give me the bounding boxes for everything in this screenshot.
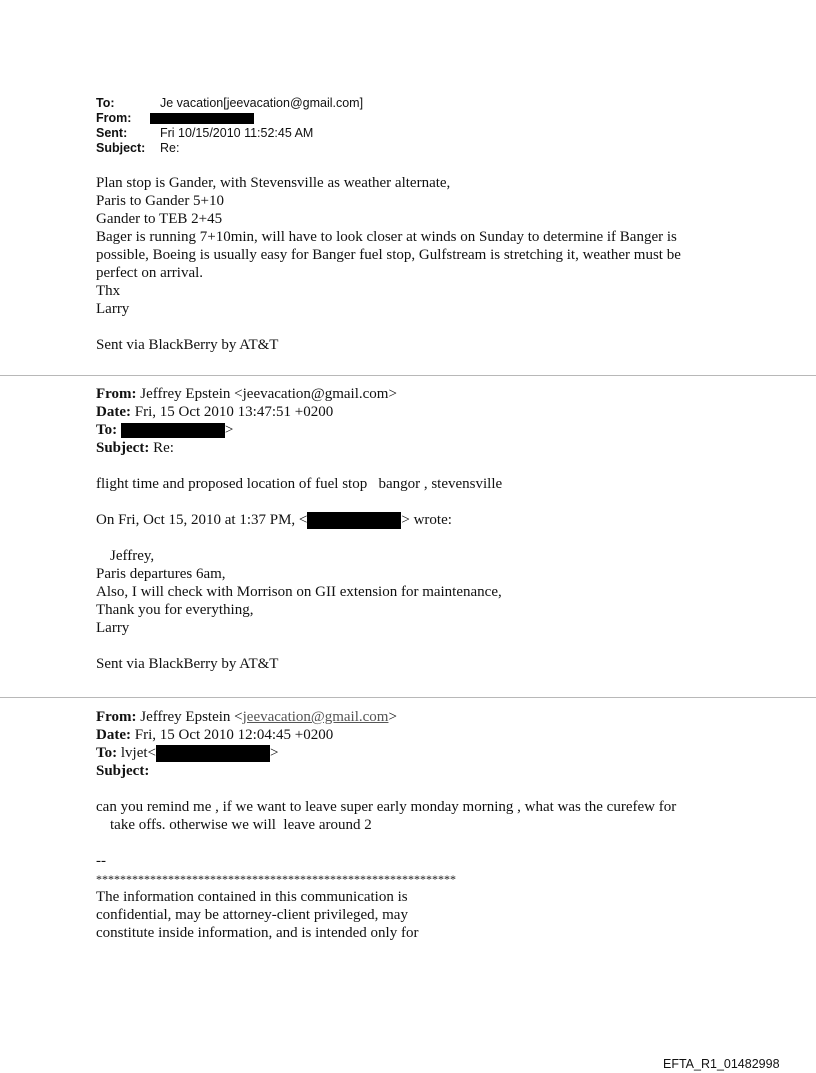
to-suffix: > bbox=[224, 422, 234, 438]
disclaimer-line: The information contained in this communication is bbox=[96, 889, 408, 906]
signature: Sent via BlackBerry by AT&T bbox=[96, 337, 279, 353]
star-separator: ************************************************************ bbox=[96, 872, 456, 887]
body-line: perfect on arrival. bbox=[96, 265, 204, 281]
sent-label: Sent: bbox=[96, 126, 128, 140]
subject-label: Subject: bbox=[96, 141, 146, 155]
to-label: To: bbox=[96, 422, 118, 438]
redaction-bar bbox=[150, 113, 254, 124]
body-line: flight time and proposed location of fuel stop bangor , stevensville bbox=[96, 476, 503, 492]
header-sent-row bbox=[96, 126, 696, 141]
from-label: From: bbox=[96, 111, 132, 125]
quoted-line: Paris departures 6am, bbox=[96, 566, 226, 583]
body-line: Gander to TEB 2+45 bbox=[96, 211, 223, 227]
date-row bbox=[96, 726, 736, 744]
disclaimer-line: constitute inside information, and is intended only for bbox=[96, 925, 419, 942]
from-label: From: bbox=[96, 709, 137, 725]
date-value: Fri, 15 Oct 2010 12:04:45 +0200 bbox=[130, 727, 334, 743]
to-label: To: bbox=[96, 745, 118, 761]
header-from-row bbox=[96, 111, 696, 126]
subject-value: Re: bbox=[160, 141, 180, 155]
from-label: From: bbox=[96, 386, 137, 402]
subject-row bbox=[96, 439, 736, 457]
message1-body bbox=[96, 174, 736, 354]
body-line: can you remind me , if we want to leave super early monday morning , what was the curefew for bbox=[96, 799, 677, 816]
quote-prefix: On Fri, Oct 15, 2010 at 1:37 PM, < bbox=[96, 512, 308, 528]
body-line: possible, Boeing is usually easy for Banger fuel stop, Gulfstream is stretching it, weather must be bbox=[96, 247, 681, 263]
date-label: Date: bbox=[96, 404, 131, 420]
email-header bbox=[96, 96, 696, 156]
from-value: Jeffrey Epstein <jeevacation@gmail.com> bbox=[136, 386, 397, 402]
quoted-line: Also, I will check with Morrison on GII extension for maintenance, bbox=[96, 584, 502, 601]
to-value: Je vacation[jeevacation@gmail.com] bbox=[160, 96, 364, 110]
body-line: Paris to Gander 5+10 bbox=[96, 193, 225, 209]
body-line: Plan stop is Gander, with Stevensville as weather alternate, bbox=[96, 175, 451, 191]
date-label: Date: bbox=[96, 727, 131, 743]
to-label: To: bbox=[96, 96, 115, 110]
quoted-line: Jeffrey, bbox=[110, 548, 155, 565]
date-row bbox=[96, 403, 736, 421]
body-line: Bager is running 7+10min, will have to look closer at winds on Sunday to determine if Banger is bbox=[96, 229, 677, 245]
quote-suffix: > wrote: bbox=[401, 512, 452, 528]
sent-value: Fri 10/15/2010 11:52:45 AM bbox=[160, 126, 314, 140]
to-prefix: lvjet< bbox=[117, 745, 156, 761]
quote-header bbox=[96, 511, 736, 529]
to-row bbox=[96, 744, 736, 762]
quoted-line: Larry bbox=[96, 620, 130, 637]
subject-label: Subject: bbox=[96, 440, 150, 456]
subject-label: Subject: bbox=[96, 763, 150, 780]
body-line: Larry bbox=[96, 301, 130, 317]
body-line: take offs. otherwise we will leave around 2 bbox=[110, 817, 372, 834]
redaction-bar bbox=[156, 745, 270, 762]
to-row bbox=[96, 421, 736, 439]
subject-row bbox=[96, 762, 736, 780]
signature: Sent via BlackBerry by AT&T bbox=[96, 656, 279, 673]
from-name: Jeffrey Epstein < bbox=[136, 709, 243, 725]
subject-value: Re: bbox=[149, 440, 174, 456]
redaction-bar bbox=[307, 512, 401, 529]
message2 bbox=[96, 385, 736, 673]
redaction-bar bbox=[121, 423, 225, 438]
divider bbox=[0, 375, 816, 376]
to-suffix: > bbox=[270, 745, 279, 761]
header-to-row bbox=[96, 96, 696, 111]
body-line: Thx bbox=[96, 283, 121, 299]
sig-dashes: -- bbox=[96, 853, 106, 870]
email-link[interactable]: jeevacation@gmail.com bbox=[242, 709, 389, 725]
from-row bbox=[96, 708, 736, 726]
quoted-line: Thank you for everything, bbox=[96, 602, 254, 619]
divider bbox=[0, 697, 816, 698]
header-subject-row bbox=[96, 141, 696, 156]
disclaimer-line: confidential, may be attorney-client privileged, may bbox=[96, 907, 408, 924]
date-value: Fri, 15 Oct 2010 13:47:51 +0200 bbox=[130, 404, 334, 420]
message3 bbox=[96, 708, 736, 942]
from-end: > bbox=[388, 709, 397, 725]
document-id: EFTA_R1_01482998 bbox=[663, 1057, 780, 1071]
from-row bbox=[96, 385, 736, 403]
